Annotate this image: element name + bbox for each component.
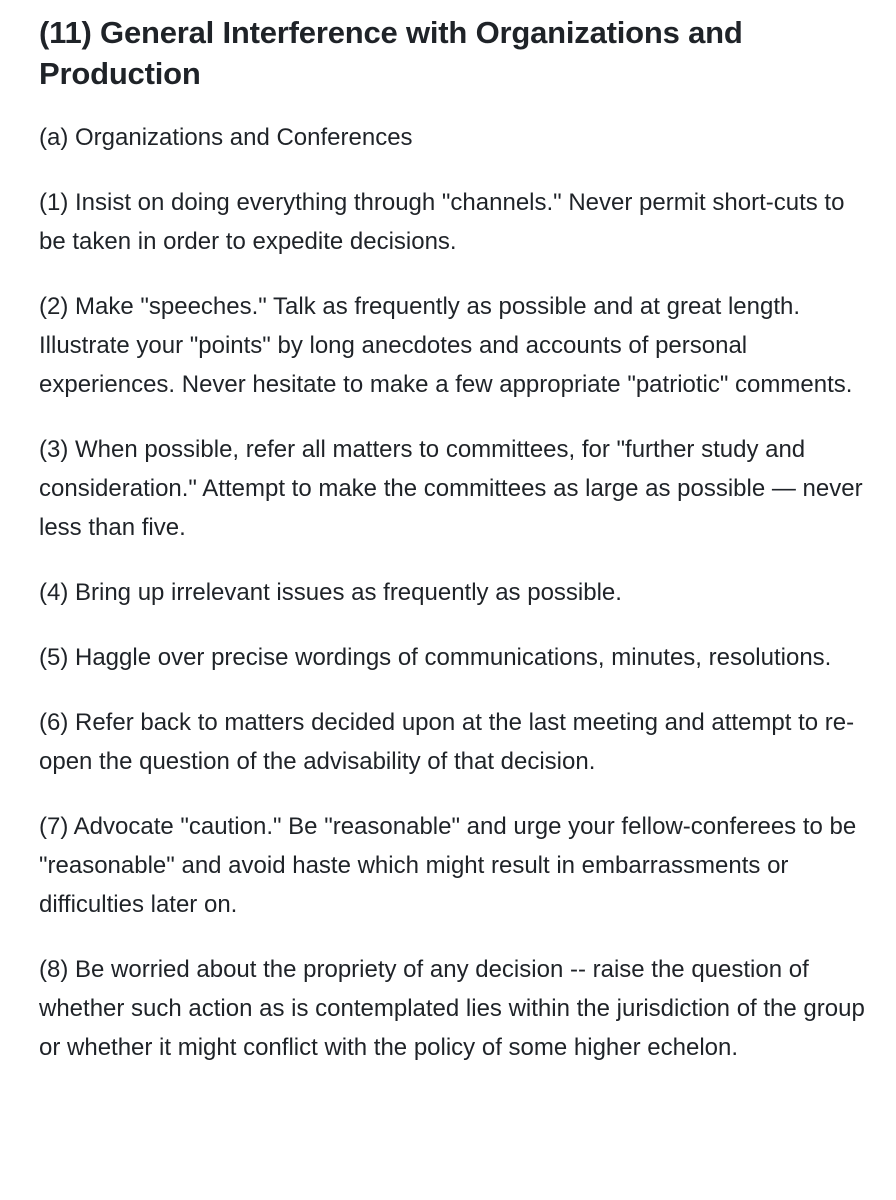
subsection-title: (a) Organizations and Conferences [39, 124, 413, 151]
list-item-3: (3) When possible, refer all matters to committees, for "further study and consideration." Attempt to make the committees as large as possible — never less than five. [39, 436, 863, 541]
document-body [39, 12, 866, 1067]
list-item-4: (4) Bring up irrelevant issues as frequently as possible. [39, 579, 622, 606]
list-item-6: (6) Refer back to matters decided upon at the last meeting and attempt to re-open the question of the advisability of that decision. [39, 709, 855, 775]
list-item-2: (2) Make "speeches." Talk as frequently as possible and at great length. Illustrate your "points" by long anecdotes and accounts of personal experiences. Never hesitate to make a few appropriate "patriotic" comments. [39, 293, 853, 398]
section-heading: (11) General Interference with Organizations and Production [39, 15, 743, 91]
list-item-7: (7) Advocate "caution." Be "reasonable" and urge your fellow-conferees to be "reasonable" and avoid haste which might result in embarrassments or difficulties later on. [39, 813, 857, 918]
list-item-5: (5) Haggle over precise wordings of communications, minutes, resolutions. [39, 644, 832, 671]
list-item-8: (8) Be worried about the propriety of any decision -- raise the question of whether such action as is contemplated lies within the jurisdiction of the group or whether it might conflict with the policy of some higher echelon. [39, 956, 865, 1061]
list-item-1: (1) Insist on doing everything through "channels." Never permit short-cuts to be taken in order to expedite decisions. [39, 189, 845, 255]
